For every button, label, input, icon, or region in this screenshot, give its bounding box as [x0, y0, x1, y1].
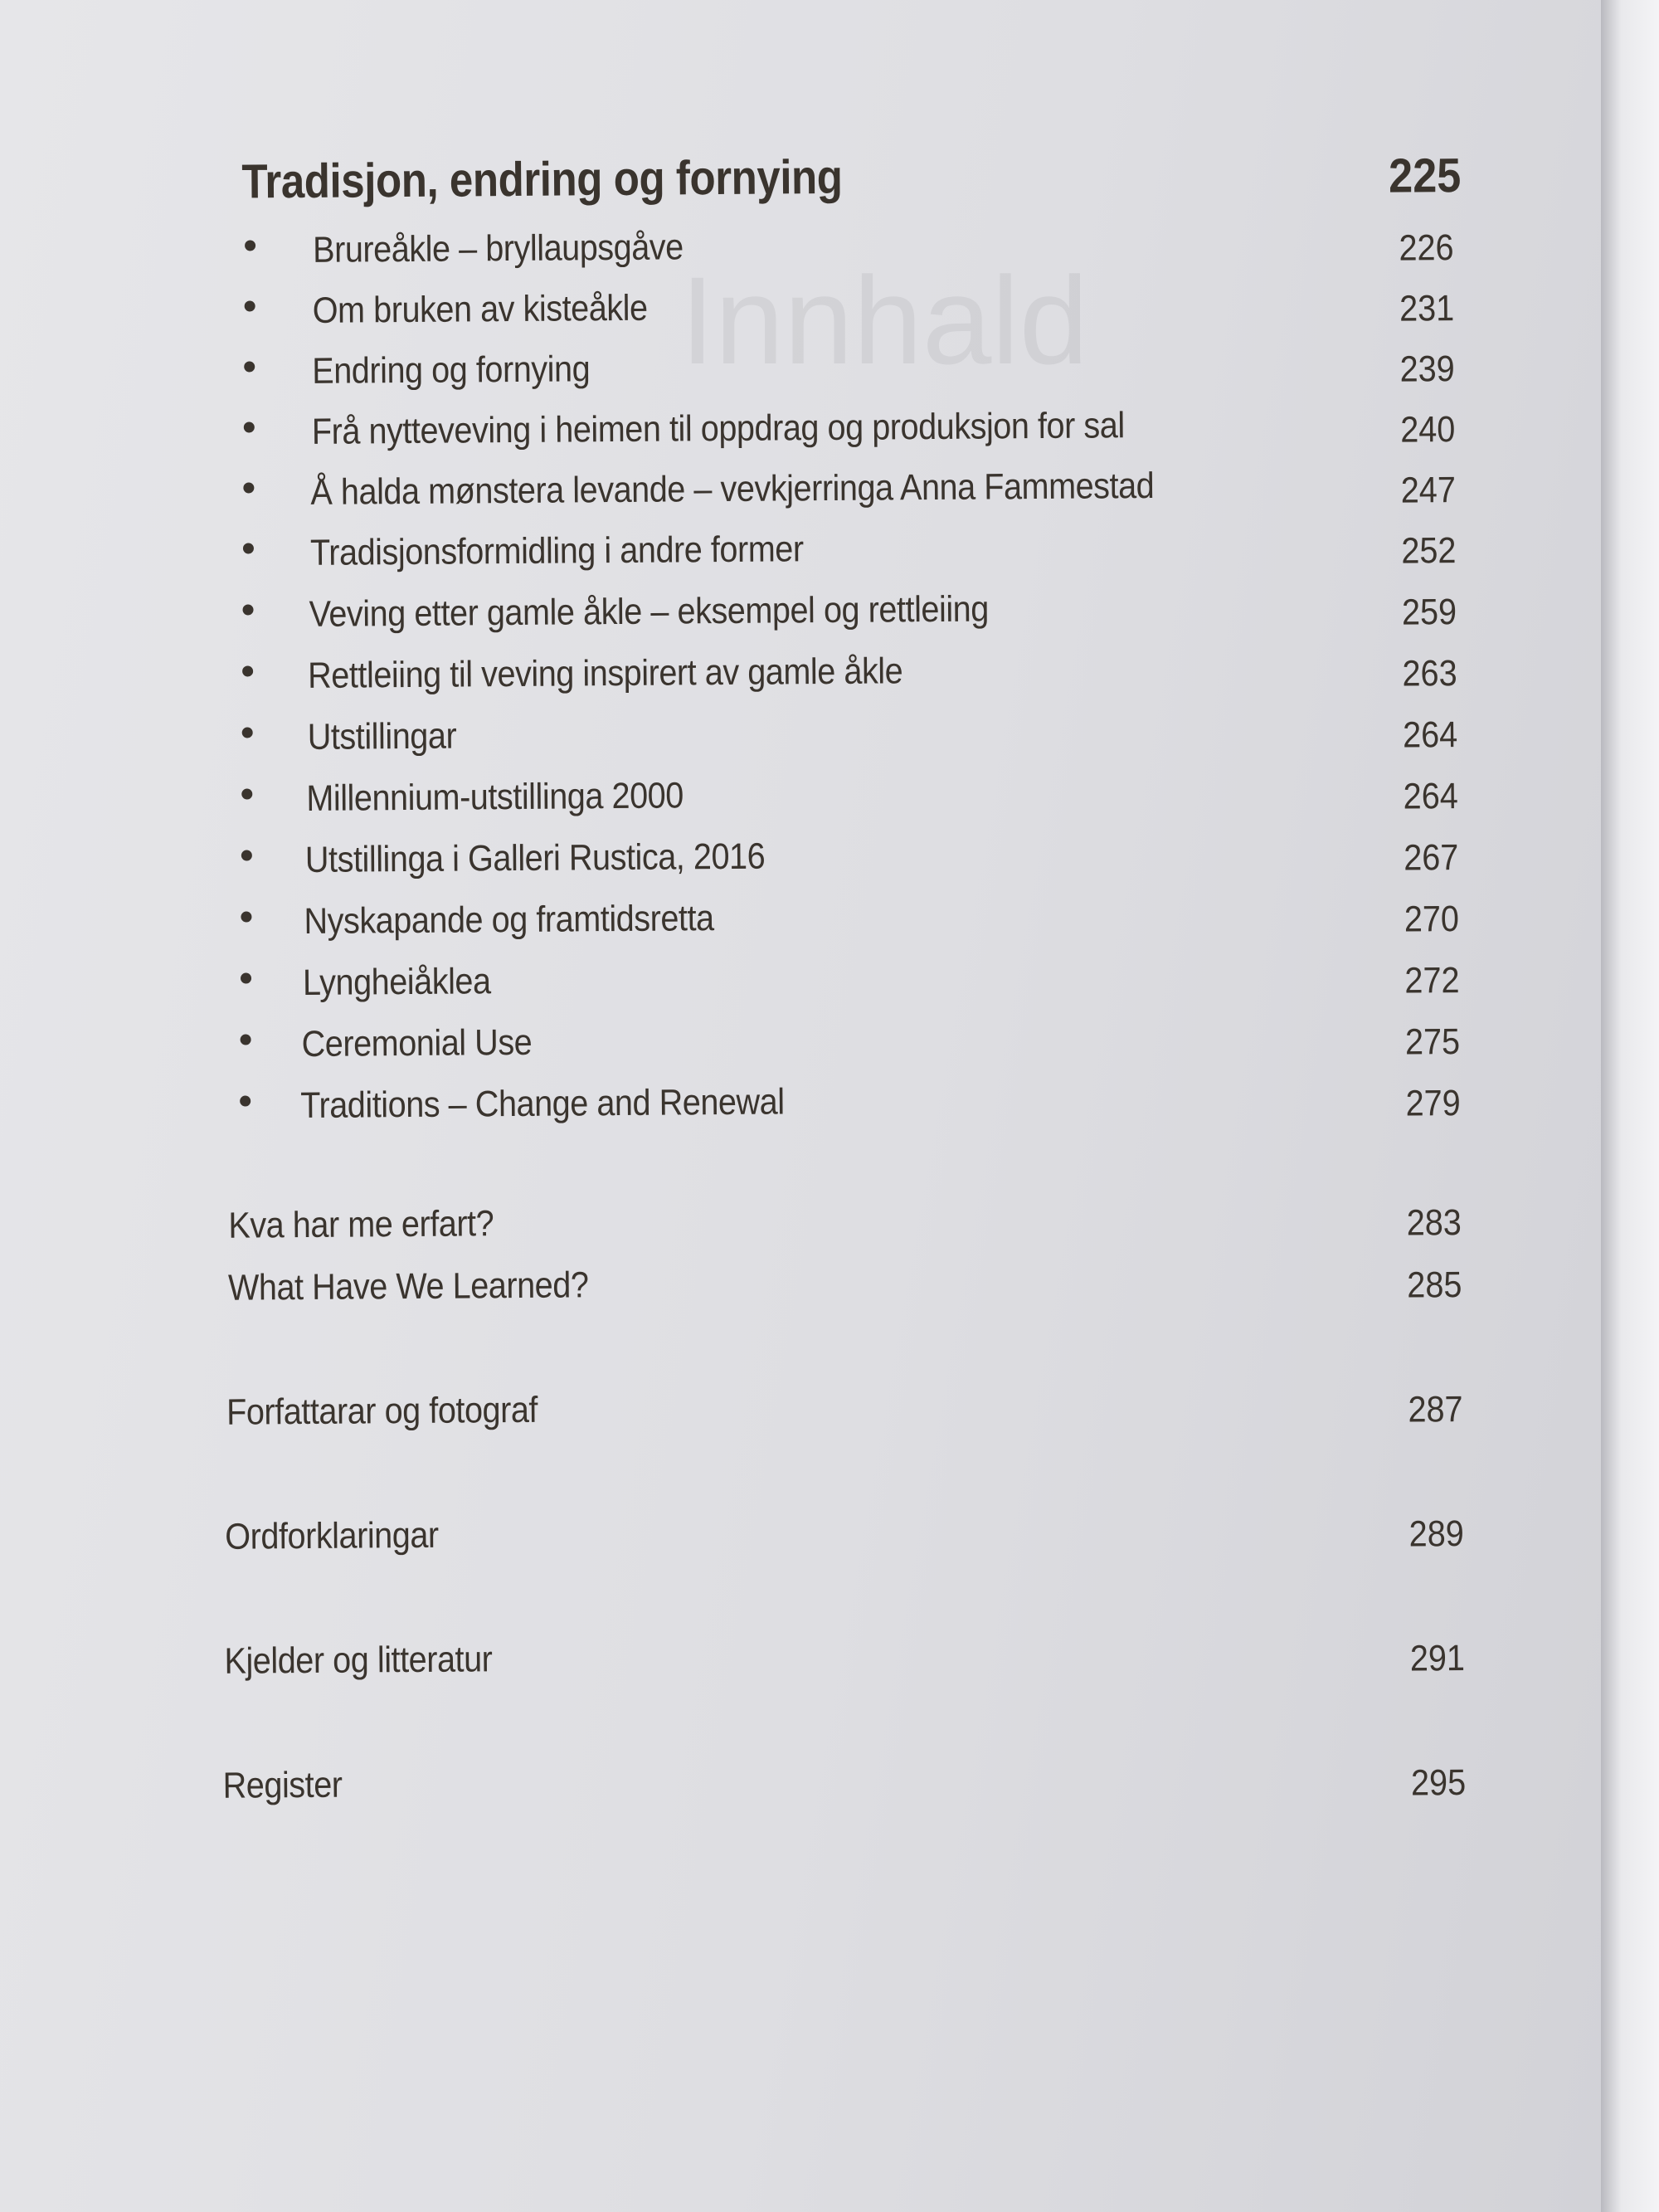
toc-item — [0, 707, 1598, 769]
toc-entry-label: Register — [222, 1764, 343, 1806]
toc-entry-page: 285 — [1406, 1264, 1462, 1306]
toc-item-label: Nyskapande og framtidsretta — [304, 898, 714, 942]
toc-entry — [2, 1257, 1601, 1319]
toc-item — [0, 220, 1594, 282]
toc-item-page: 264 — [1403, 776, 1458, 817]
toc-item-page: 270 — [1404, 899, 1459, 940]
toc-item-page: 247 — [1400, 470, 1456, 511]
toc-item-page: 252 — [1400, 530, 1457, 572]
toc-item — [0, 280, 1595, 343]
bullet-icon — [240, 1095, 251, 1106]
bullet-icon — [242, 604, 253, 615]
bullet-icon — [243, 543, 254, 553]
toc-entry-page: 283 — [1406, 1202, 1462, 1244]
toc-item-page: 231 — [1399, 288, 1454, 329]
show-through-title: Innhald — [680, 251, 1089, 390]
toc-item-page: 226 — [1398, 227, 1454, 269]
toc-item — [0, 891, 1600, 953]
bullet-icon — [242, 665, 253, 676]
toc-entry — [5, 1755, 1601, 1817]
toc-item — [0, 341, 1596, 403]
bullet-icon — [245, 240, 255, 251]
bullet-icon — [241, 911, 251, 922]
bullet-icon — [244, 421, 255, 432]
toc-entry — [2, 1381, 1601, 1444]
toc-item-page: 267 — [1403, 837, 1459, 879]
toc-entry-page: 287 — [1407, 1389, 1463, 1430]
toc-item-page: 240 — [1399, 409, 1456, 451]
toc-item-label: Traditions – Change and Renewal — [300, 1081, 785, 1127]
toc-item-page: 239 — [1399, 348, 1455, 390]
toc-entry-page: 289 — [1408, 1513, 1464, 1555]
toc-item-label: Utstillinga i Galleri Rustica, 2016 — [304, 836, 766, 880]
toc-entry-label: Ordforklaringar — [225, 1514, 439, 1557]
toc-entry-page: 291 — [1409, 1638, 1465, 1679]
toc-item-page: 275 — [1404, 1021, 1460, 1063]
toc-item-label: Frå nytteveving i heimen til oppdrag og produksjon for sal — [311, 405, 1125, 452]
toc-item — [0, 646, 1598, 708]
bullet-icon — [243, 482, 254, 493]
section-page-number: 225 — [1389, 148, 1462, 203]
toc-item — [0, 1075, 1601, 1138]
toc-item-label: Rettleiing til veving inspirert av gamle åkle — [307, 650, 903, 696]
toc-section-heading — [0, 144, 1594, 209]
toc-entry-label: Forfattarar og fotograf — [226, 1389, 538, 1433]
toc-item-label: Brureåkle – bryllaupsgåve — [312, 227, 684, 270]
toc-item-label: Å halda mønstera levande – vevkjerringa Anna Fammestad — [310, 465, 1155, 513]
bullet-icon — [244, 361, 255, 372]
bullet-icon — [241, 972, 251, 983]
toc-item-label: Millennium-utstillinga 2000 — [306, 775, 684, 819]
toc-item-label: Tradisjonsformidling i andre former — [309, 529, 804, 573]
toc-entry-page: 295 — [1410, 1762, 1466, 1804]
toc-item — [0, 830, 1599, 892]
toc-entry-label: Kva har me erfart? — [228, 1203, 494, 1246]
bullet-icon — [241, 1034, 251, 1045]
toc-entry — [1, 1195, 1601, 1257]
bullet-icon — [241, 850, 252, 860]
toc-item — [0, 1014, 1601, 1076]
adjacent-page-edge — [1601, 0, 1659, 2212]
toc-item-label: Utstillingar — [307, 715, 457, 758]
toc-entry-label: What Have We Learned? — [227, 1264, 589, 1308]
toc-entry-label: Kjelder og litteratur — [224, 1639, 493, 1682]
toc-entry — [4, 1630, 1601, 1693]
toc-item — [0, 523, 1597, 585]
toc-item — [0, 584, 1598, 646]
toc-item-page: 272 — [1404, 960, 1460, 1001]
toc-item — [0, 768, 1599, 831]
bullet-icon — [241, 788, 252, 799]
toc-item-label: Lyngheiåklea — [302, 961, 491, 1003]
toc-item-label: Veving etter gamle åkle – eksempel og rettleiing — [309, 588, 990, 635]
toc-item — [0, 953, 1600, 1015]
bullet-icon — [245, 300, 255, 311]
bullet-icon — [242, 727, 253, 738]
toc-item-page: 259 — [1401, 592, 1457, 633]
toc-item-label: Ceremonial Use — [301, 1021, 533, 1065]
toc-item-page: 263 — [1401, 653, 1457, 694]
toc-item-page: 264 — [1402, 714, 1457, 756]
toc-item-page: 279 — [1404, 1083, 1461, 1124]
toc-item-label: Endring og fornying — [312, 348, 591, 392]
section-title: Tradisjon, endring og fornying — [241, 149, 843, 209]
toc-item-label: Om bruken av kisteåkle — [312, 287, 648, 331]
toc-entry — [3, 1506, 1601, 1568]
toc-item — [0, 462, 1597, 524]
toc-item — [0, 402, 1596, 464]
